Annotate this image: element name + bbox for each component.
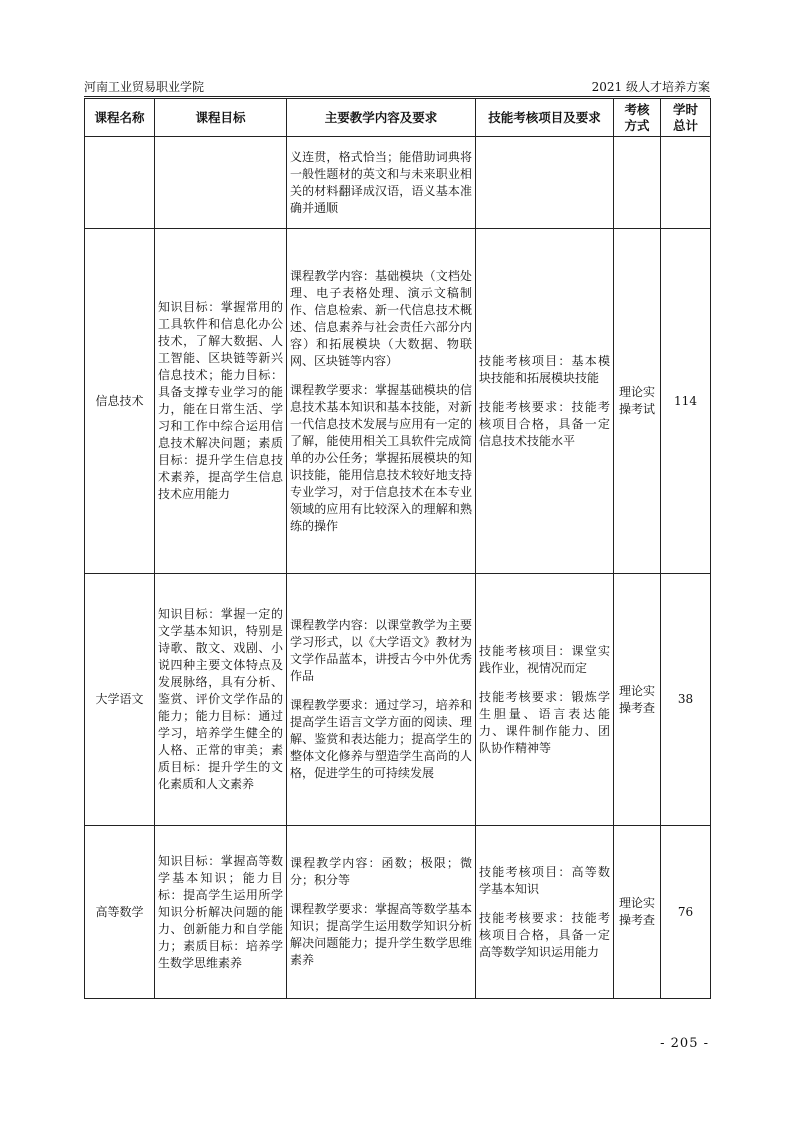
table-row [85,574,711,826]
course-hours: 114 [661,229,711,574]
course-hours: 38 [661,574,711,826]
course-goal: 知识目标：掌握一定的文学基本知识，特别是诗歌、散文、戏剧、小说四种主要文体特点及发展脉络，具有分析、鉴赏、评价文学作品的能力；能力目标：通过学习，培养学生健全的人格、正常的审美；素质目标：提升学生的文化素质和人文素养 [155,574,287,826]
page-header [84,78,710,96]
course-goal: 知识目标：掌握高等数学基本知识；能力目标：提高学生运用所学知识分析解决问题的能力、创新能力和自学能力；素质目标：培养学生数学思维素养 [155,826,287,999]
column-header-mode: 考核 方式 [614,99,661,137]
column-header-hours: 学时 总计 [661,99,711,137]
institution-name: 河南工业贸易职业学院 [84,80,205,94]
column-header-skill: 技能考核项目及要求 [476,99,614,137]
table-row [85,229,711,574]
course-assessment-mode: 理论实操考查 [614,574,661,826]
course-skill [476,137,614,229]
course-content: 课程教学内容：函数；极限；微分；积分等 课程教学要求：掌握高等数学基本知识；提高学生运用数学知识分析解决问题能力；提升学生数学思维素养 [287,826,476,999]
course-name: 信息技术 [85,229,155,574]
document-title: 2021 级人才培养方案 [591,80,710,94]
column-header-name: 课程名称 [85,99,155,137]
course-hours [661,137,711,229]
course-content: 义连贯，格式恰当；能借助词典将一般性题材的英文和与未来职业相关的材料翻译成汉语，语义基本准确并通顺 [287,137,476,229]
table-header-row [85,99,711,137]
course-name: 大学语文 [85,574,155,826]
column-header-content: 主要教学内容及要求 [287,99,476,137]
curriculum-table [84,98,711,999]
course-content: 课程教学内容：以课堂教学为主要学习形式，以《大学语文》教材为文学作品蓝本，讲授古今中外优秀作品 课程教学要求：通过学习，培养和提高学生语言文学方面的阅读、理解、鉴赏和表达能力；提高学生的整体文化修养与塑造学生高尚的人格，促进学生的可持续发展 [287,574,476,826]
course-skill: 技能考核项目：基本模块技能和拓展模块技能 技能考核要求：技能考核项目合格，具备一定信息技术技能水平 [476,229,614,574]
course-skill: 技能考核项目：高等数学基本知识 技能考核要求：技能考核项目合格，具备一定高等数学知识运用能力 [476,826,614,999]
course-name [85,137,155,229]
course-goal: 知识目标：掌握常用的工具软件和信息化办公技术，了解大数据、人工智能、区块链等新兴信息技术；能力目标：具备支撑专业学习的能力，能在日常生活、学习和工作中综合运用信息技术解决问题；素质目标：提升学生信息技术素养，提高学生信息技术应用能力 [155,229,287,574]
course-assessment-mode [614,137,661,229]
course-content: 课程教学内容：基础模块（文档处理、电子表格处理、演示文稿制作、信息检索、新一代信息技术概述、信息素养与社会责任六部分内容）和拓展模块（大数据、物联网、区块链等内容） 课程教学要求：掌握基础模块的信息技术基本知识和基本技能，对新一代信息技术发展与应用有一定的了解，能使用相关工具软件完成简单的办公任务；掌握拓展模块的知识技能，能用信息技术较好地支持专业学习，对于信息技术在本专业领域的应用有比较深入的理解和熟练的操作 [287,229,476,574]
table-row [85,826,711,999]
page-number: - 205 - [660,1036,709,1051]
course-skill: 技能考核项目：课堂实践作业，视情况而定 技能考核要求：锻炼学生胆量、语言表达能力、课件制作能力、团队协作精神等 [476,574,614,826]
table-row [85,137,711,229]
header-divider [84,96,710,97]
course-name: 高等数学 [85,826,155,999]
course-assessment-mode: 理论实操考试 [614,229,661,574]
course-goal [155,137,287,229]
column-header-goal: 课程目标 [155,99,287,137]
course-assessment-mode: 理论实操考查 [614,826,661,999]
course-hours: 76 [661,826,711,999]
